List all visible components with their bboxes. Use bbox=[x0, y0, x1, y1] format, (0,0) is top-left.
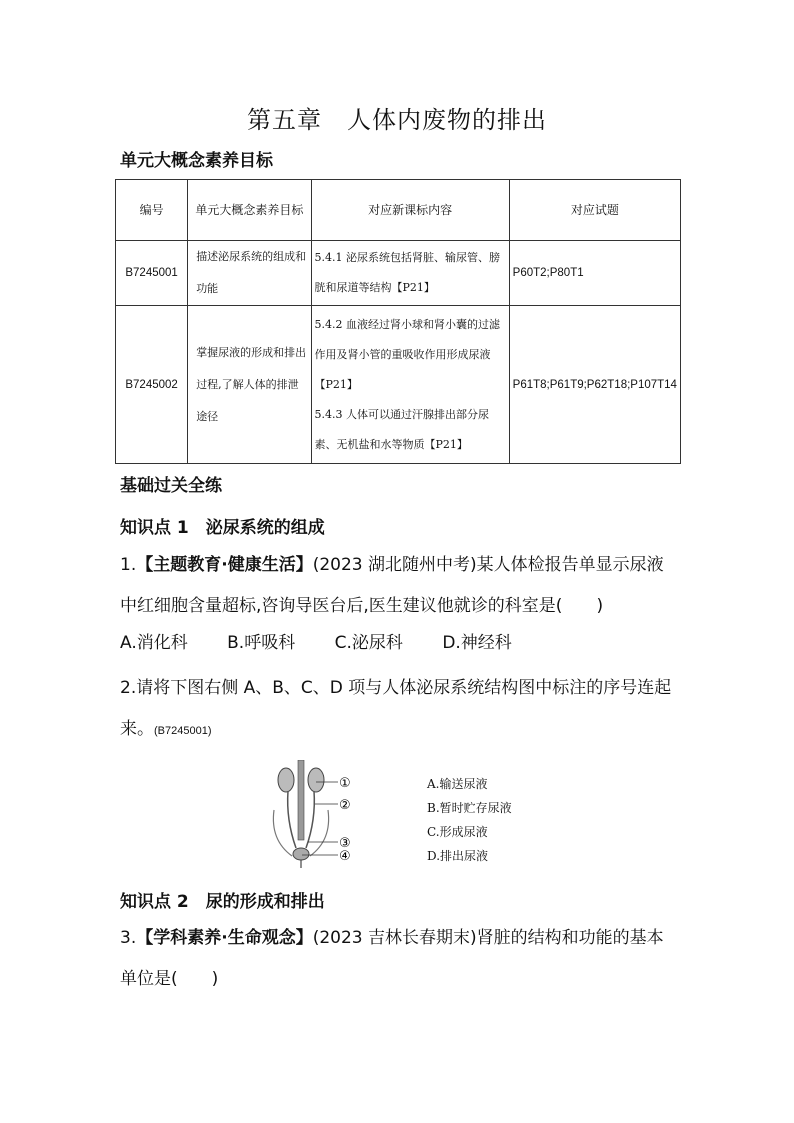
section-goals-heading: 单元大概念素养目标 bbox=[120, 151, 273, 171]
question-1 bbox=[120, 545, 680, 627]
q2-text: 2.请将下图右侧 A、B、C、D 项与人体泌尿系统结构图中标注的序号连起来。 bbox=[120, 678, 672, 739]
q1-text: (2023 湖北随州中考)某人体检报告单显示尿液中红细胞含量超标,咨询导医台后,医生建议他就诊的科室是( ) bbox=[120, 555, 664, 616]
question-3 bbox=[120, 918, 680, 1000]
knowledge-point-1: 知识点 1 泌尿系统的组成 bbox=[120, 518, 325, 538]
knowledge-point-2: 知识点 2 尿的形成和排出 bbox=[120, 892, 325, 912]
q2-label-d: D.排出尿液 bbox=[427, 849, 489, 863]
row-tests: P61T8;P61T9;P62T18;P107T14 bbox=[509, 306, 680, 464]
urinary-system-diagram bbox=[268, 760, 368, 870]
row-content-2: 5.4.3 人体可以通过汗腺排出部分尿素、无机盐和水等物质【P21】 bbox=[314, 407, 489, 451]
q2-labels bbox=[427, 772, 512, 868]
q1-number: 1. bbox=[120, 555, 137, 575]
q1-options bbox=[120, 628, 546, 653]
goals-table bbox=[115, 179, 681, 464]
chapter-title: 第五章 人体内废物的排出 bbox=[247, 106, 547, 134]
vessel-shape bbox=[298, 760, 304, 840]
row-content: 5.4.2 血液经过肾小球和肾小囊的过滤作用及肾小管的重吸收作用形成尿液【P21】 bbox=[314, 317, 500, 391]
q2-label-c: C.形成尿液 bbox=[427, 825, 488, 839]
left-ureter-shape bbox=[288, 791, 296, 848]
row-code: B7245002 bbox=[116, 306, 188, 464]
question-2 bbox=[120, 668, 680, 752]
marker-3: ③ bbox=[339, 836, 351, 851]
q3-text: (2023 吉林长春期末)肾脏的结构和功能的基本单位是( ) bbox=[120, 928, 664, 989]
q3-number: 3. bbox=[120, 928, 137, 948]
row-code: B7245001 bbox=[116, 241, 188, 306]
row-goal: 掌握尿液的形成和排出过程,了解人体的排泄途径 bbox=[188, 306, 311, 464]
table-header-row bbox=[116, 180, 681, 241]
q1-option-a[interactable]: A.消化科 bbox=[120, 633, 188, 653]
q1-option-d[interactable]: D.神经科 bbox=[442, 633, 512, 653]
q2-code: (B7245001) bbox=[154, 725, 212, 737]
marker-1: ① bbox=[339, 776, 351, 791]
right-kidney-shape bbox=[308, 768, 324, 792]
q2-label-b: B.暂时贮存尿液 bbox=[427, 801, 512, 815]
table-row bbox=[116, 241, 681, 306]
header-tests: 对应试题 bbox=[509, 180, 680, 241]
urinary-diagram-svg bbox=[268, 760, 368, 870]
q1-option-c[interactable]: C.泌尿科 bbox=[334, 633, 403, 653]
header-goal: 单元大概念素养目标 bbox=[188, 180, 311, 241]
row-goal: 描述泌尿系统的组成和功能 bbox=[188, 241, 311, 306]
q3-tag: 【学科素养·生命观念】 bbox=[136, 928, 313, 948]
q2-label-a: A.输送尿液 bbox=[427, 777, 488, 791]
right-ureter-shape bbox=[306, 791, 314, 848]
q1-tag: 【主题教育·健康生活】 bbox=[136, 555, 313, 575]
q1-option-b[interactable]: B.呼吸科 bbox=[227, 633, 296, 653]
left-kidney-shape bbox=[278, 768, 294, 792]
row-content: 5.4.1 泌尿系统包括肾脏、输尿管、膀胱和尿道等结构【P21】 bbox=[311, 241, 509, 306]
marker-4: ④ bbox=[339, 849, 351, 864]
section-basic-heading: 基础过关全练 bbox=[120, 476, 222, 496]
header-code: 编号 bbox=[116, 180, 188, 241]
row-tests: P60T2;P80T1 bbox=[509, 241, 680, 306]
table-row bbox=[116, 306, 681, 464]
marker-2: ② bbox=[339, 798, 351, 813]
header-content: 对应新课标内容 bbox=[311, 180, 509, 241]
bladder-shape bbox=[293, 848, 309, 860]
